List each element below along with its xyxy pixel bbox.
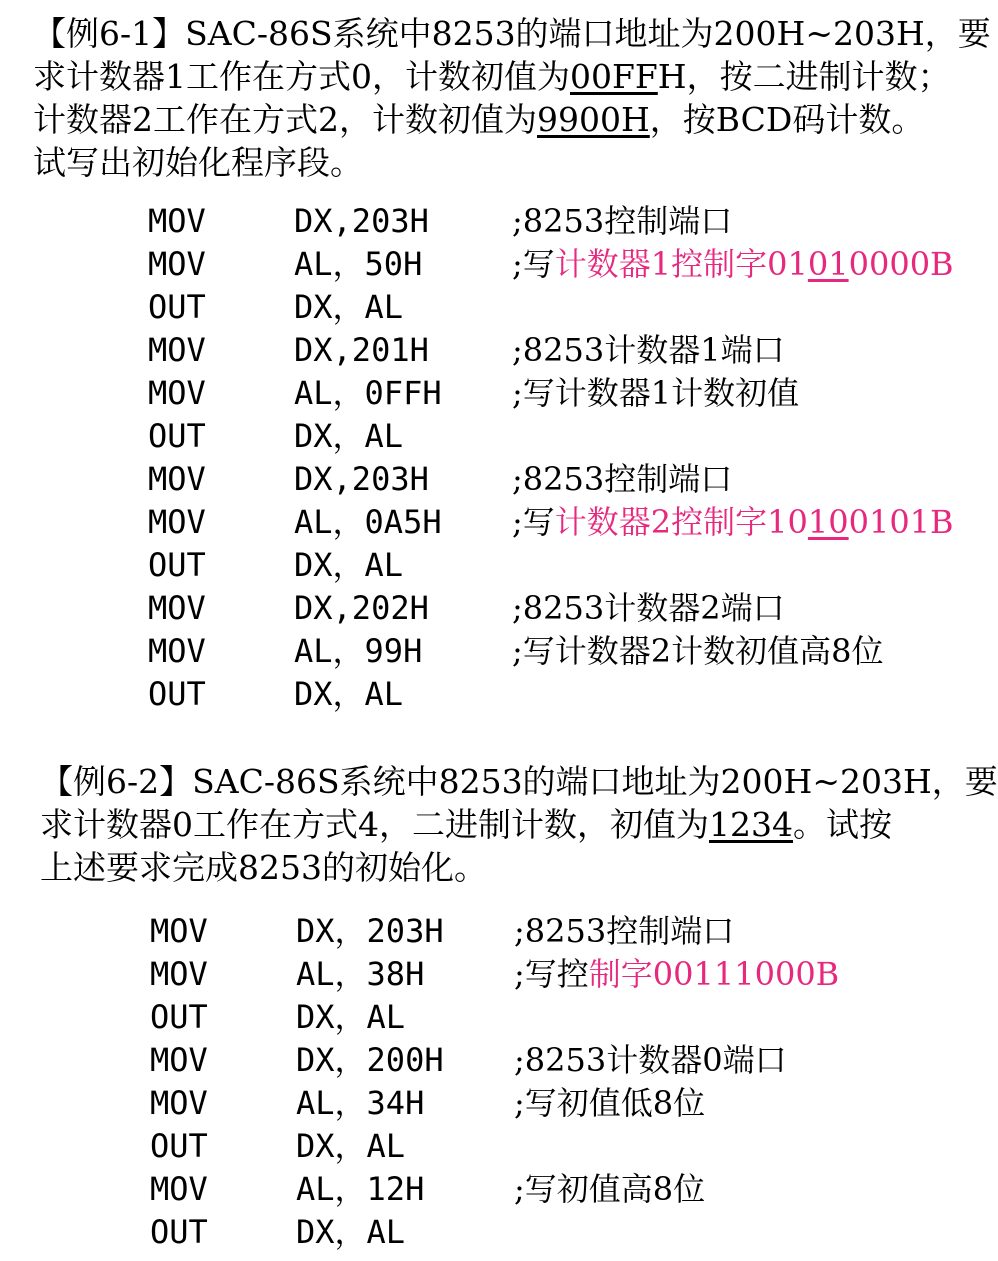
underlined-value: 1234	[709, 805, 793, 844]
highlighted-underlined-bits: 01	[807, 245, 849, 283]
underlined-value: 00FF	[570, 57, 658, 96]
highlighted-comment: 计数器2控制字10	[554, 503, 808, 541]
example1-line-2: 求计数器1工作在方式0，计数初值为00FFH，按二进制计数；	[33, 57, 951, 96]
example2-statement	[40, 760, 998, 889]
highlighted-comment: 制字00111000B	[588, 955, 840, 993]
highlighted-comment: 计数器1控制字01	[554, 245, 808, 283]
example2-line-2: 求计数器0工作在方式4，二进制计数，初值为1234。试按	[40, 805, 892, 844]
example2-line-3: 上述要求完成8253的初始化。	[40, 848, 487, 887]
example1-statement	[33, 12, 991, 184]
highlighted-underlined-bits: 10	[807, 503, 849, 541]
example1-line-3: 计数器2工作在方式2，计数初值为9900H，按BCD码计数。	[33, 100, 925, 139]
example2-line-1: 【例6-2】SAC-86S系统中8253的端口地址为200H~203H，要	[40, 762, 998, 801]
example1-line-4: 试写出初始化程序段。	[33, 143, 363, 182]
example1-line-1: 【例6-1】SAC-86S系统中8253的端口地址为200H~203H，要	[33, 14, 991, 53]
underlined-value: 9900H	[537, 100, 650, 139]
